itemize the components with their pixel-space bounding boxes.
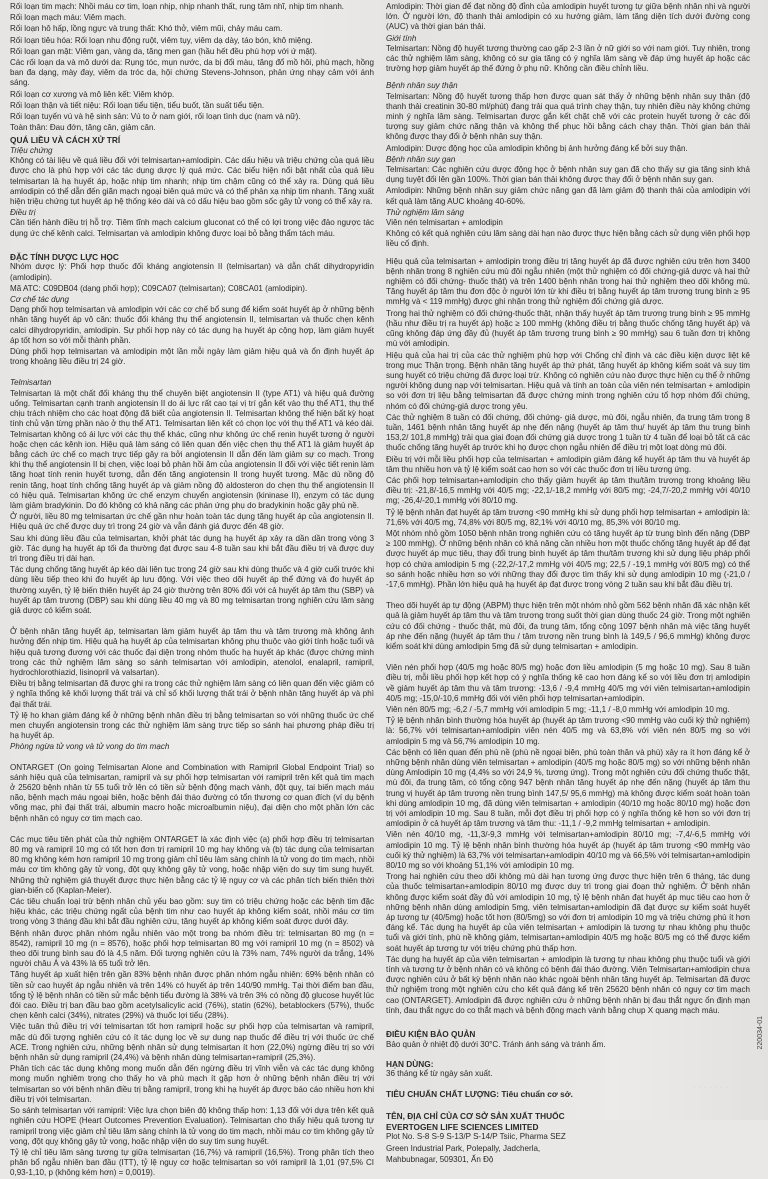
paragraph: Mã ATC: C09DB04 (dạng phối hợp); C09CA07 (telmisartan); C08CA01 (amlodipin).	[10, 283, 308, 293]
paragraph: Các rối loạn da và mô dưới da: Rụng tóc, mụn nước, da bị đổi màu, tăng đổ mồ hôi, phù mạch, hồng ban đa dạng, mày đay, viêm da tróc da, hội chứng Stevens-Johnson, phản ứng nhạy cảm với ánh sáng.	[10, 58, 374, 88]
section-heading: TIÊU CHUẨN CHẤT LƯỢNG: Tiêu chuẩn cơ sở.	[386, 1088, 573, 1099]
subsection-heading: Cơ chế tác dụng	[10, 295, 69, 305]
paragraph: Viên nén phối hợp (40/5 mg hoặc 80/5 mg) hoặc đơn liều amlodipin (5 mg hoặc 10 mg). Sau 8 tuần điều trị, mỗi liều phối hợp kết hợp có ý nghĩa thống kê cao hơn đáng kể so với liều đơn trị amlodipin về giảm huyết áp tâm thu và tâm trương: -13,6 / -9,4 mmHg 40/5 mg với viên telmisartan+amlodipin 40/5 mg; -15,0/-10,6 mmHg đối với viên phối hợp telmisartan+amlodipin.	[386, 663, 750, 703]
spacer	[386, 1017, 750, 1027]
right-column	[386, 2, 751, 1164]
paragraph: Rối loạn mạch máu: Viêm mạch.	[10, 13, 127, 23]
paragraph: Telmisartan: Các nghiên cứu dược động học ở bệnh nhân suy gan đã cho thấy sự gia tăng sinh khả dụng tuyệt đối lên gần 100%. Thời gian bán thải không được thay đổi ở bệnh nhân suy gan.	[386, 165, 750, 185]
spacer	[386, 653, 750, 663]
paragraph: Amlodipin: Những bệnh nhân suy giảm chức năng gan đã làm giảm độ thanh thải của amlodipin với kết quả làm tăng AUC khoảng 40-60%.	[386, 186, 750, 206]
paragraph: Trong hai thử nghiệm có đối chứng-thuốc thật, nhận thấy huyết áp tâm trương trung bình ≥ 95 mmHg (hầu như điều trị ra huyết áp) hoặc ≥ 100 mmHg (không điều trị bằng thuốc chống tăng huyết áp) và cũng không đáp ứng đầy đủ (huyết áp tâm trương trung bình ≥ 90 mmHg) sau 6 tuần đơn trị không mù với amlodipin.	[386, 308, 750, 349]
paragraph: Rối loạn tiêu hóa: Rối loạn nhu động ruột, viêm tụy, viêm dạ dày, táo bón, khô miệng.	[10, 35, 313, 45]
paragraph: 36 tháng kể từ ngày sản xuất.	[386, 1069, 493, 1079]
paragraph: Tỷ lệ bệnh nhân bình thường hóa huyết áp (huyết áp tâm trương <90 mmHg vào cuối kỳ thử nghiệm) là: 56,7% với telmisartan+amlodipin viên nén 40/5 mg và 63,8% với viên nén 80/5 mg so với amlodipin 5 mg và 56,7% amlodipin 10 mg.	[386, 716, 750, 746]
section-heading: QUÁ LIỀU VÀ CÁCH XỬ TRÍ	[10, 135, 121, 146]
subsection-heading: Bệnh nhân suy thận	[386, 81, 458, 91]
section-heading: ĐIỀU KIỆN BẢO QUẢN	[386, 1029, 476, 1040]
paragraph: Tác dụng chống tăng huyết áp kéo dài liên tục trong 24 giờ sau khi dùng thuốc và 4 giờ cuối trước khi dùng liều tiếp theo khi đo huyết áp lưu động. Với việc theo dõi huyết áp thể đứng và đo huyết áp thường xuyên, tỷ lệ biến thiên huyết áp 24 giờ thường trên 80% đối với cả huyết áp tâm thu (SBP) và huyết áp tâm trương (DBP) sau khi dùng liều 40 mg và 80 mg telmisartan trong nghiên cứu lâm sàng giả dược có kiểm soát.	[10, 565, 374, 615]
spacer	[10, 753, 374, 763]
paragraph: Điều trị với mỗi liều phối hợp của telmisartan + amlodipin giảm đáng kể huyết áp tâm thu và huyết áp tâm thu nhiều hơn và tỷ lệ kiểm soát cao hơn so với các thuốc đơn trị liều tương ứng.	[386, 454, 750, 474]
paragraph: Tăng huyết áp xuất hiện trên gần 83% bệnh nhân được phân nhóm ngẫu nhiên: 69% bệnh nhân có tiền sử cao huyết áp ngẫu nhiên và trên 14% có huyết áp trên 140/90 mmHg. Tại thời điểm ban đầu, tổng tỷ lệ bệnh nhân có tiền sử mắc bệnh tiểu đường là 38% và trên 3% có nồng độ glucose huyết lúc đói cao. Điều trị ban đầu bao gồm acetylsalicylic acid (76%), statin (62%), betablockers (57%), thuốc chẹn kênh calci (34%), nitrates (29%) và thuốc lợi tiểu (28%).	[10, 970, 374, 1021]
spacer	[386, 591, 750, 601]
paragraph: Nhóm dược lý: Phối hợp thuốc đối kháng angiotensin II (telmisartan) và dẫn chất dihydropyridin (amlodipin).	[10, 262, 374, 282]
paragraph: Viên nén 80/5 mg; -6,2 / -5,7 mmHg với amlodipin 5 mg; -11,1 / -8,0 mmHg với amlodipin 10 mg.	[386, 705, 730, 714]
paragraph: Green Industrial Park, Polepally, Jadcherla,	[386, 1143, 541, 1153]
paragraph: Mahbubnagar, 509301, Ấn Độ	[386, 1154, 494, 1164]
paragraph: Dùng phối hợp telmisartan và amlodipin một lần mỗi ngày làm giảm hiệu quả và ổn định huyết áp trong khoảng liều điều trị 24 giờ.	[10, 347, 374, 367]
paragraph: Tác dụng hạ huyết áp của viên telmisartan + amlodipin là tương tự nhau không phụ thuộc tuổi và giới tính và tương tự ở bệnh nhân có và không có bệnh đái tháo đường. Viên Telmisartan+amlodipin chưa được nghiên cứu ở bất kỳ bệnh nhân nào khác ngoài bệnh nhân tăng huyết áp. Telmisartan đã được thử nghiệm trong một nghiên cứu cho kết quả đáng kể trên 25620 bệnh nhân có nguy cơ tim mạch cao (ONTARGET). Amlodipin đã được nghiên cứu ở những bệnh nhân bị đau thắt ngực ổn định mạn tính, đau thắt ngực do co thắt mạch và bệnh động mạch vành bằng chụp X quang mạch máu.	[386, 954, 750, 1015]
spacer	[386, 1051, 750, 1057]
paragraph: Một nhóm nhỏ gồm 1050 bệnh nhân trong nghiên cứu có tăng huyết áp từ trung bình đến nặng (DBP ≥ 100 mmHg). Ở những bệnh nhân có khả năng cần nhiều hơn một thuốc chống tăng huyết áp để đạt được huyết áp mục tiêu, thay đổi trung bình huyết áp tâm thu/tâm trương khi sử dụng liệu pháp phối hợp có chứa amlodipin 5 mg (-22,2/-17,2 mmHg với 40/5 mg; 22,5 / -19,1 mmHg với 80/5 mg) có thể so sánh hoặc nhiều hơn so với những thay đổi được tìm thấy khi sử dụng amlodipin 10 mg (-21,0 / -17,6 mmHg). Phần lớn hiệu quả hạ huyết áp đạt được trong vòng 2 tuần sau khi bắt đầu điều trị.	[386, 528, 750, 589]
paragraph: Phân tích các tác dụng không mong muốn dẫn đến ngừng điều trị vĩnh viễn và các tác dụng không mong muốn nghiêm trọng cho thấy ho và phù mạch ít gặp hơn ở những bệnh nhân điều trị với telmisartan so với bệnh nhân điều trị bằng ramipril, trong khi hạ huyết áp được báo cáo nhiều hơn khi điều trị với telmisartan.	[10, 1064, 374, 1104]
section-heading: HẠN DÙNG:	[386, 1058, 434, 1069]
paragraph: Các mục tiêu tiên phát của thử nghiệm ONTARGET là xác định việc (a) phối hợp điều trị telmisartan 80 mg và ramipril 10 mg có tốt hơn đơn trị ramipril 10 mg hay không và (b) tác dụng của telmisartan 80 mg không kém hơn ramipril 10 mg trong giảm chỉ tiêu làm sàng chính là tử vong do tim mạch, nhồi máu cơ tim không gây tử vong, đột quỵ không gây tử vong, hoặc nhập viện do suy tim sung huyết. Những thử nghiệm giả thuyết được thực hiện bằng các tỷ lệ nguy cơ và các phân tích biến thiên thời gian-biến cố (Kaplan-Meier).	[10, 834, 374, 895]
subsection-heading: Bệnh nhân suy gan	[386, 154, 456, 164]
paragraph: Amlodipin: Thời gian để đạt nồng độ đỉnh của amlodipin huyết tương tự giữa bệnh nhân nhi và người lớn. Ở người lớn, độ thanh thải amlodipin có xu hướng giảm, làm tăng diện tích dưới đường cong (AUC) và thời gian bán thải.	[386, 2, 750, 32]
spacer	[10, 825, 374, 835]
paragraph: Ở bệnh nhân tăng huyết áp, telmisartan làm giảm huyết áp tâm thu và tâm trương mà không ảnh hưởng đến nhịp tim. Hiệu quả hạ huyết áp của telmisartan không phụ thuộc vào giới tính hoặc tuổi và hiệu quả tương đương với các thuốc đại diện trong nhóm thuốc hạ huyết áp khác (được chứng minh trong các thử nghiệm lâm sàng so sánh telmisartan với amlodipin, atenolol, enalapril, ramipril, hydrochlorothiazid, lisinopril và valsartan).	[10, 627, 374, 677]
paragraph: Viên nén telmisartan + amlodipin	[386, 218, 503, 228]
paragraph: Rối loạn tim mạch: Nhồi máu cơ tim, loạn nhịp, nhịp nhanh thất, rung tâm nhĩ, nhịp tim nhanh.	[10, 2, 345, 11]
paragraph: Telmisartan là một chất đối kháng thụ thể chuyên biệt angiotensin II (type AT1) và hiệu quả đường uống. Telmisartan cạnh tranh angiotensin II do ái lực rất cao tại vị trí gắn kết vào thụ thể AT1, thụ thể chịu trách nhiệm cho các hoạt động đã biết của angiotensin II. Telmisartan không thể hiện bất kỳ hoạt tính chủ vận từng phần nào ở thụ thể AT1. Telmisartan liên kết có chọn lọc với thụ thể AT1 và kéo dài. Telmisartan không có ái lực với các thụ thể khác, cũng như không ức chế renin huyết tương ở người hoặc chẹn các kênh ion. Hiệu quả làm sáng có liên quan đến việc chẹn thụ thể AT1 là giảm huyết áp bằng cách ức chế co mạch trực tiếp gây ra bởi angiotensin II dẫn đến làm giảm sự co mạch. Trong khi thụ thể angiotensin II bị chẹn, việc loại bỏ phản hồi âm của angiotensin II đối với việc tiết renin làm tăng hoạt tính renin huyết tương, dẫn đến tăng angiotensin II trong huyết tương. Mặc dù nồng độ renin tăng, hoạt tính chống tăng huyết áp và giảm nồng độ aldosteron do chẹn thụ thể angiotensin II có hiệu quả. Telmisartan không ức chế enzym chuyển angiotensin (kininase II), enzym có tác dụng làm giảm bradykinin. Do đó không có khả năng các phản ứng phụ do bradykinin hoặc gây phù nề.	[10, 388, 374, 510]
paragraph: ONTARGET (On going Telmisartan Alone and Combination with Ramipril Global Endpoint Trial) so sánh hiệu quả của telmisartan, ramipril và sự phối hợp telmisartan với ramipril trên kết quả tim mạch ở 25620 bệnh nhân từ 55 tuổi trở lên có tiền sử bệnh động mạch vành, đột quỵ, tai biến mạch máu não, bệnh mạch máu ngoại biên, hoặc bệnh đái tháo đường có tổn thương cơ quan đích (ví dụ bệnh võng mạc, phì đại thất trái, albumin macro hoặc microalbumin niệu), đại diện cho một phần lớn các bệnh nhân có nguy cơ tim mạch cao.	[10, 762, 374, 823]
paragraph: Toàn thân: Đau đớn, tăng cân, giảm cân.	[10, 123, 156, 133]
paragraph: Không có tài liệu về quá liều đối với telmisartan+amlodipin. Các dấu hiệu và triệu chứng của quá liều được cho là phù hợp với các tác dụng dược lý quá mức. Các biểu hiện nổi bật nhất của quá liều telmisartan là hạ huyết áp, hoặc nhịp tim nhanh; nhịp tim chậm cũng có thể xảy ra. Dùng quá liều amlodipin có thể dẫn đến giãn mạch ngoại biên quá mức và có thể phản xạ nhịp tim nhanh. Tăng xuất hiện triệu chứng tụt huyết áp hệ thống kéo dài và có dấu hiệu bao gồm sốc gây tử vong có thể xảy ra.	[10, 156, 374, 207]
paragraph: Telmisartan: Nồng độ huyết tương thấp hơn được quan sát thấy ở những bệnh nhân suy thận (độ thanh thải creatinin 30-80 ml/phút) đang trải qua quá trình chạy thận, tuy nhiên điều này không chứng minh ý nghĩa lâm sàng. Telmisartan được gắn kết chặt chẽ với các protein huyết tương ở các đối tượng suy giảm chức năng thận và không thể phục hồi bằng cách chạy thận. Thời gian bán thải không được thay đổi ở bệnh nhân suy thận.	[386, 91, 750, 142]
paragraph: Hiệu quả của hai trị của các thử nghiệm phù hợp với Chống chỉ định và các điều kiện dược liệt kê trong mục Thận trọng. Bệnh nhân tăng huyết áp thứ phát, tăng huyết áp không kiểm soát và suy tim sung huyết có triệu chứng đã được loại trừ. Không có nghiên cứu nào được thực hiện cụ thể ở những người không dung nạp với telmisartan. Hiệu quả và tính an toàn của viên nén telmisartan + amlodipin so với đơn trị liệu bằng telmisartan đã được chứng minh trong nghiên cứu tổ hợp nhóm đối chứng, nhóm có đối chứng-giả dược trong yêu.	[386, 350, 751, 411]
paragraph: Rối loạn tuyến vú và hệ sinh sản: Vú to ở nam giới, rối loạn tình dục (nam và nữ).	[10, 112, 301, 122]
subsection-heading: Telmisartan	[10, 378, 52, 388]
paragraph: Ở người, liều 80 mg telmisartan ức chế gần như hoàn toàn tác dụng tăng huyết áp của angiotensin II. Hiệu quả ức chế được duy trì trong 24 giờ và vẫn đánh giá được đến 48 giờ.	[10, 512, 374, 532]
paragraph: Các thử nghiệm 8 tuần có đối chứng, đối chứng- giả dược, mù đôi, ngẫu nhiên, đa trung tâm trong 8 tuần, 1461 bệnh nhân tăng huyết áp nhẹ đến nặng (huyết áp tâm thu/ huyết áp tâm thu trung bình 153,2/ 101,8 mmHg) trải qua giai đoạn đối chứng giả dược trong 1 tuần từ 4 tuần để loại bỏ tất cả các thuốc chống tăng huyết áp trước khi họ được chọn ngẫu nhiên để điều trị một loạt dòng mù đôi.	[386, 412, 750, 453]
subsection-heading: Điều trị	[10, 208, 36, 218]
subsection-heading: Thử nghiệm lâm sàng	[386, 207, 465, 217]
paragraph: Trong hai nghiên cứu theo dõi không mù dài hạn tương ứng được thực hiện trên 6 tháng, tác dụng của thuốc telmisartan+amlodipin 80/10 mg được duy trì trong giai đoạn thử nghiệm. Ở bệnh nhân không được kiểm soát đầy đủ với amlodipin 10 mg, tỷ lệ bệnh nhân đạt huyết áp mục tiêu cao hơn ở những bệnh nhân dùng amlodipin 5mg, viên telmisartan+amlodipin đã đạt được sự kiểm soát huyết áp tương tự (40/5mg) hoặc tốt hơn (80/5mg) so với đơn trị amlodipin 10 mg và triệu chứng phù ít hơn đáng kể. Tác dụng hạ huyết áp của viên telmisartan + amlodipin là tương tự nhau không phụ thuộc tuổi và giới tính, phù nề không giảm, telmisartan+amlodipin 40/5 mg hoặc 80/5 mg có thể được kiểm soát huyết áp tương tự với triệu chứng phù thấp hơn.	[386, 872, 750, 953]
spacer	[10, 617, 374, 627]
leaflet-columns	[10, 2, 751, 1178]
paragraph: Tỷ lệ bệnh nhân đạt huyết áp tâm trương <90 mmHg khi sử dụng phối hợp telmisartan + amlodipin là: 71,6% với 40/5 mg, 74,8% với 80/5 mg, 82,1% với 40/10 mg, 85,3% với 80/10 mg.	[386, 507, 750, 527]
spacer	[10, 240, 374, 250]
paragraph: Tỷ lệ ho khan giảm đáng kể ở những bệnh nhân điều trị bằng telmisartan so với những thuốc ức chế men chuyển angiotensin trong các thử nghiệm lâm sàng trực tiếp so sánh hai phương pháp điều trị hạ huyết áp.	[10, 710, 374, 741]
section-heading: ĐẶC TÍNH DƯỢC LỰC HỌC	[10, 251, 119, 262]
paragraph: Rối loạn thận và tiết niệu: Rối loạn tiểu tiện, tiểu buốt, tần suất tiểu tiện.	[10, 100, 265, 110]
paragraph: Các bệnh có liên quan đến phù nề (phù nề ngoại biên, phù toàn thân và phù) xảy ra ít hơn đáng kể ở những bệnh nhân dùng viên telmisartan + amlodipin (40/5 mg hoặc 80/5 mg) so với những bệnh nhân dùng Amlodipin 10 mg (4,4% so với 24,9 %, tương ứng). Trong một nghiên cứu đối chứng thuốc thật, mù đôi, đa trung tâm, có tổng cộng 947 bệnh nhân tăng huyết áp nhẹ đến nặng (huyết áp tâm thu trung vị huyết áp tâm trương nền trung bình 147,5/ 95,6 mmHg) mà không được kiểm soát hoàn toàn khi dùng amlodipin 10 mg, đã dùng viên telmisartan + amlodipin (40/10 mg hoặc 80/10 mg) hoặc đơn trị với amlodipin 10 mg. Sau 8 tuần, mỗi đợt điều trị phối hợp có ý nghĩa thống kê hơn so với đơn trị amlodipin ở cả huyết áp tâm trương và tâm thu: -11,1 / -9,2 mmHg telmisartan + amlodipin.	[386, 747, 750, 829]
subsection-heading: Phòng ngừa tử vong và tử vong do tim mạch	[10, 742, 170, 752]
paragraph: Plot No. S-8 S-9 S-13/P S-14/P Tsiic, Pharma SEZ	[386, 1132, 566, 1142]
paragraph: Tỷ lệ chỉ tiêu lâm sàng tương tự giữa telmisartan (16,7%) và ramipril (16,5%). Trong phân tích theo phân bổ ngẫu nhiên ban đầu (ITT), tỷ lệ nguy cơ hoặc telmisartan so với ramipril là 1,01 (97,5% CI 0,93-1,10, p (không kém hơn) = 0,0019).	[10, 1147, 374, 1178]
paragraph: Không có kết quả nghiên cứu lâm sàng dài hạn nào được thực hiện bằng cách sử dụng viên phối hợp liều cố định.	[386, 229, 750, 249]
paragraph: Điều trị bằng telmisartan đã được ghi ra trong các thử nghiệm lâm sàng có liên quan đến việc giảm có ý nghĩa thống kê khối lượng thất trái và chỉ số khối lượng thất trái ở bệnh nhân tăng huyết áp và phì đại thất trái.	[10, 679, 374, 709]
faded-watermark-text: · · · · · · ·	[693, 1084, 728, 1091]
print-code: 220034-01	[757, 1016, 764, 1050]
paragraph: Rối loạn gan mật: Viêm gan, vàng da, tăng men gan (hầu hết đều phù hợp với ứ mật).	[10, 46, 318, 56]
paragraph: Việc tuân thủ điều trị với telmisartan tốt hơn ramipril hoặc sự phối hợp của telmisartan và ramipril, mặc dù đối tượng nghiên cứu có ít tác dụng lọc về sự dung nạp thuốc để điều trị với thuốc ức chế ACE. Trong nghiên cứu, những bệnh nhân sử dụng telmisartan ít hơn (22,0%) ngừng điều trị so với bệnh nhân sử dụng ramipril (24,4%) và bệnh nhân dùng telmisartan+ramipril (25,3%).	[10, 1022, 374, 1063]
paragraph: Rối loạn hô hấp, lồng ngực và trung thất: Khó thở, viêm mũi, chảy máu cam.	[10, 24, 283, 34]
subsection-heading: Triệu chứng	[10, 146, 53, 156]
section-heading: TÊN, ĐỊA CHỈ CỦA CƠ SỞ SẢN XUẤT THUỐC	[386, 1111, 565, 1122]
paragraph: Theo dõi huyết áp tự động (ABPM) thực hiện trên một nhóm nhỏ gồm 562 bệnh nhân đã xác nhận kết quả là giảm huyết áp tâm thu và tâm trương trong suốt thời gian dùng thuốc 24 giờ. Trong một nghiên cứu có đối chứng - thuốc thật, mù đôi, đa trung tâm, tổng cộng 1097 bệnh nhân mà việc tăng huyết áp nhẹ đến nặng (huyết áp tâm thu / tâm trương nền trung bình là 149,5 / 96,6 mmHg) không được kiểm soát khi dùng amlodipin 5mg đã sử dụng telmisartan + amlodipin.	[386, 601, 750, 651]
paragraph: Amlodipin: Dược động học của amlodipin không bị ảnh hưởng đáng kể bởi suy thận.	[386, 143, 688, 153]
paragraph: So sánh telmisartan với ramipril: Việc lựa chọn biên độ không thấp hơn: 1,13 đối với dựa trên kết quả nghiên cứu HOPE (Heart Outcomes Prevention Evaluation). Telmisartan cho thấy hiệu quả tương tự ramipril trong việc giảm chỉ tiêu lâm sàng chính là tử vong do tim mạch, nhồi máu cơ tim không gây tử vong, đột quỵ không gây tử vong, hoặc nhập viện do suy tim sung huyết.	[10, 1106, 374, 1146]
paragraph: Bảo quản ở nhiệt độ dưới 30°C. Tránh ánh sáng và tránh ẩm.	[386, 1039, 606, 1049]
paragraph: Rối loạn cơ xương và mô liên kết: Viêm khớp.	[10, 89, 175, 99]
paragraph: Sau khi dùng liều đầu của telmisartan, khởi phát tác dụng hạ huyết áp xảy ra dần dần trong vòng 3 giờ. Tác dụng hạ huyết áp tối đa thường đạt được sau 4-8 tuần sau khi bắt đầu điều trị và được duy trì trong điều trị dài hạn.	[10, 533, 374, 563]
spacer	[386, 1099, 750, 1109]
paragraph: Dạng phối hợp telmisartan và amlodipin với các cơ chế bổ sung để kiểm soát huyết áp ở những bệnh nhân tăng huyết áp vô căn: thuốc đối kháng thụ thể angiotensin II, telmisartan và thuốc chẹn kênh calci dihydropyridin, amlodipin. Sự phối hợp này có tác dụng hạ huyết áp cộng hợp, làm giảm huyết áp tốt hơn so với mỗi thành phần.	[10, 305, 374, 345]
left-column	[10, 2, 374, 1178]
subsection-heading: Giới tính	[386, 33, 417, 43]
paragraph: Các phối hợp telmisartan+amlodipin cho thấy giảm huyết áp tâm thu/tâm trương trong khoảng liều điều trị: -21,8/-16,5 mmHg với 40/5 mg; -22,1/-18,2 mmHg với 80/5 mg; -24,7/-20,2 mmHg với 40/10 mg; -26,4/-20,1 mmHg với 80/10 mg.	[386, 475, 750, 506]
spacer	[10, 368, 374, 378]
paragraph: Bệnh nhân được phân nhóm ngẫu nhiên vào một trong ba nhóm điều trị: telmisartan 80 mg (n = 8542), ramipril 10 mg (n = 8576), hoặc phối hợp telmisartan 80 mg với ramipril 10 mg (n = 8502) và theo dõi trung bình sau đó là 4,5 năm. Đối tượng nghiên cứu là 73% nam, 74% người da trắng, 14% người châu Á và 43% là 65 tuổi trở lên.	[10, 928, 374, 969]
paragraph: Các tiêu chuẩn loại trừ bệnh nhân chủ yếu bao gồm: suy tim có triệu chứng hoặc các bệnh tim đặc hiệu khác, các triệu chứng ngất của bệnh tim như cao huyết áp không kiểm soát, nhồi máu cơ tim trong vòng 3 tháng đầu khi bắt đầu nghiên cứu, tăng huyết áp không kiểm soát được dưới đây.	[10, 897, 374, 927]
paragraph: Cần tiến hành điều trị hỗ trợ. Tiêm tĩnh mạch calcium gluconat có thể có lợi trong việc đảo ngược tác dụng ức chế kênh calci. Telmisartan và amlodipin không được loại bỏ bằng thẩm tách máu.	[10, 218, 374, 238]
paragraph: Telmisartan: Nồng độ huyết tương thường cao gấp 2-3 lần ở nữ giới so với nam giới. Tuy nhiên, trong các thử nghiệm lâm sàng, không có sự gia tăng có ý nghĩa lâm sàng về đáp ứng huyết áp hoặc các trường hợp giảm huyết áp thế đứng ở phụ nữ. Không cần điều chỉnh liều.	[386, 43, 750, 74]
paragraph: Viên nén 40/10 mg, -11,3/-9,3 mmHg với telmisartan+amlodipin 80/10 mg; -7,4/-6,5 mmHg với amlodipin 10 mg. Tỷ lệ bệnh nhân bình thường hóa huyết áp (huyết áp tâm trương <90 mmHg vào cuối kỳ thử nghiệm) là 63,7% với telmisartan+amlodipin 40/10 mg và 66,5% với telmisartan+amlodipin 80/10 mg so với khoảng 51,1% với amlodipin 10 mg.	[386, 830, 750, 871]
manufacturer-name: EVERTOGEN LIFE SCIENCES LIMITED	[386, 1121, 539, 1132]
paragraph: Hiệu quả của telmisartan + amlodipin trong điều trị tăng huyết áp đã được nghiên cứu trên hơn 3400 bệnh nhân trong 8 nghiên cứu mù đôi ngẫu nhiên (một thử nghiệm có đối chứng-giả dược và hai thử nghiệm có đối chứng- thuốc thật) và trên 1400 bệnh nhân trong hai thử nghiệm theo dõi không mù. Tăng huyết áp tâm thu đơn độc ở người lớn từ khi điều trị bằng huyết áp tâm trương trung bình ≥ 95 mmHg và < 119 mmHg) được ghi nhận trong thử nghiệm đối chứng giả dược.	[386, 256, 750, 307]
